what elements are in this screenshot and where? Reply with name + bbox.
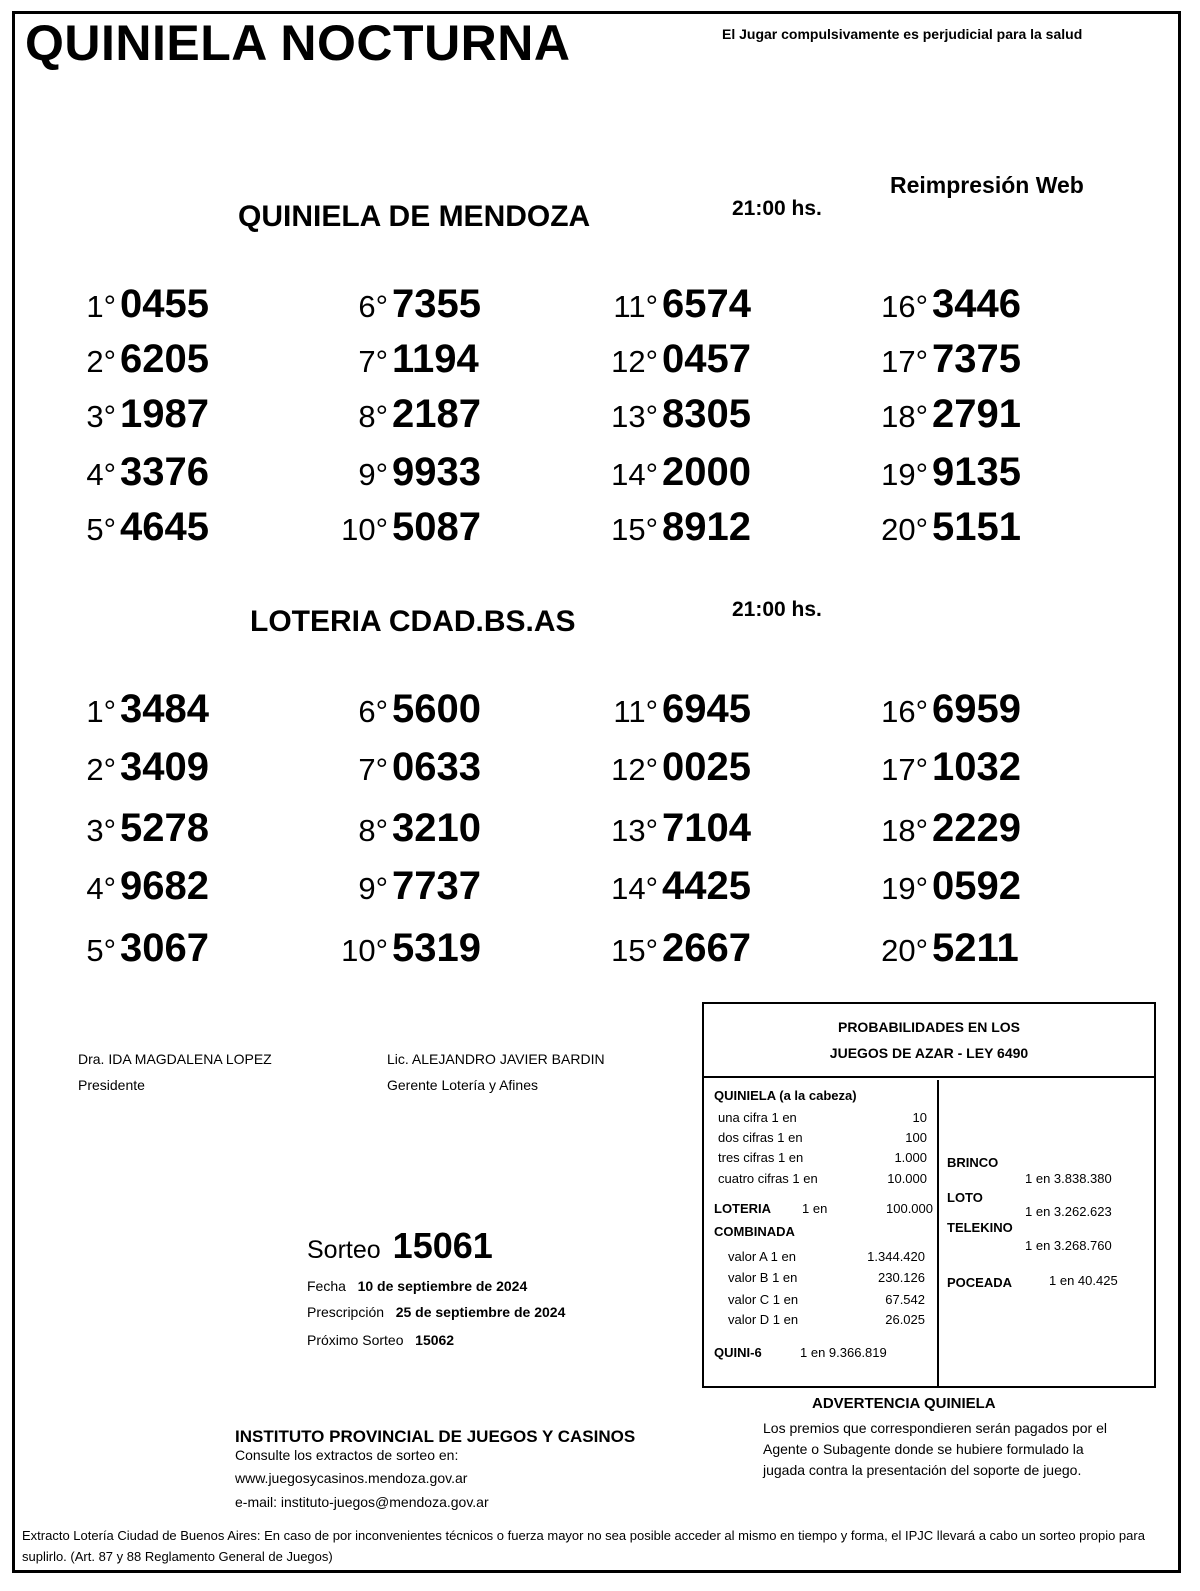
result-entry <box>870 928 1019 968</box>
result-position: 10° <box>341 512 388 547</box>
prob-row-label: valor A 1 en <box>728 1249 796 1264</box>
result-entry <box>330 507 481 547</box>
result-entry <box>330 866 481 906</box>
result-position: 14° <box>611 871 658 906</box>
result-number: 7355 <box>392 282 481 326</box>
result-position: 4° <box>86 871 116 906</box>
result-position: 18° <box>881 813 928 848</box>
result-entry <box>870 452 1021 492</box>
result-number: 3210 <box>392 806 481 850</box>
result-position: 8° <box>358 813 388 848</box>
proximo-label: Próximo Sorteo <box>307 1332 404 1348</box>
result-entry <box>70 507 209 547</box>
result-position: 5° <box>86 933 116 968</box>
result-entry <box>600 928 751 968</box>
result-entry <box>330 689 481 729</box>
result-number: 5278 <box>120 806 209 850</box>
result-number: 8912 <box>662 505 751 549</box>
page-title: QUINIELA NOCTURNA <box>25 15 571 71</box>
result-number: 5211 <box>932 926 1019 970</box>
result-entry <box>70 339 209 379</box>
result-entry <box>600 394 751 434</box>
result-number: 4645 <box>120 505 209 549</box>
result-position: 17° <box>881 752 928 787</box>
result-entry <box>600 452 751 492</box>
result-position: 15° <box>611 512 658 547</box>
prescripcion-value: 25 de septiembre de 2024 <box>395 1304 566 1320</box>
prob-row-label: valor B 1 en <box>728 1270 798 1285</box>
section-title-mendoza: QUINIELA DE MENDOZA <box>238 200 591 233</box>
result-entry <box>70 689 209 729</box>
institute-line: Consulte los extractos de sorteo en: <box>235 1447 459 1463</box>
signature-role: Gerente Lotería y Afines <box>387 1077 538 1093</box>
result-position: 5° <box>86 512 116 547</box>
signature-name: Lic. ALEJANDRO JAVIER BARDIN <box>387 1051 605 1067</box>
loteria-prob-label: LOTERIA <box>714 1201 772 1216</box>
result-number: 9682 <box>120 864 209 908</box>
result-entry <box>600 507 751 547</box>
result-position: 9° <box>358 457 388 492</box>
result-position: 20° <box>881 933 928 968</box>
result-position: 9° <box>358 871 388 906</box>
result-position: 18° <box>881 399 928 434</box>
brinco-prob-label: BRINCO <box>947 1155 999 1170</box>
loto-prob-label: LOTO <box>947 1190 983 1205</box>
result-entry <box>600 747 751 787</box>
prob-row-label: valor D 1 en <box>728 1312 799 1327</box>
result-position: 12° <box>611 344 658 379</box>
result-number: 6205 <box>120 337 209 381</box>
reprint-label: Reimpresión Web <box>890 172 1084 198</box>
result-position: 3° <box>86 399 116 434</box>
prob-row-value: 1.000 <box>894 1150 927 1165</box>
result-number: 5151 <box>932 505 1021 549</box>
result-number: 2229 <box>932 806 1021 850</box>
institute-name: INSTITUTO PROVINCIAL DE JUEGOS Y CASINOS <box>235 1427 636 1446</box>
result-entry <box>870 507 1021 547</box>
advertencia-text: Los premios que correspondieren serán pagados por el Agente o Subagente donde se hubiere formulado la jugada contra la presentación del soporte de juego. <box>763 1420 1107 1478</box>
result-position: 11° <box>613 289 658 324</box>
quini6-prob-label: QUINI-6 <box>714 1345 762 1360</box>
result-number: 9135 <box>932 450 1021 494</box>
result-number: 3067 <box>120 926 209 970</box>
result-number: 6959 <box>932 687 1021 731</box>
prob-row-value: 100 <box>905 1130 927 1145</box>
poceada-prob-value: 1 en 40.425 <box>1049 1273 1118 1288</box>
fecha-value: 10 de septiembre de 2024 <box>357 1278 528 1294</box>
institute-email[interactable]: e-mail: instituto-juegos@mendoza.gov.ar <box>235 1494 489 1510</box>
institute-website[interactable]: www.juegosycasinos.mendoza.gov.ar <box>235 1470 468 1486</box>
result-number: 3409 <box>120 745 209 789</box>
result-entry <box>330 394 481 434</box>
result-number: 5319 <box>392 926 481 970</box>
result-number: 0457 <box>662 337 751 381</box>
prob-row-label: cuatro cifras 1 en <box>718 1171 818 1186</box>
result-position: 7° <box>358 752 388 787</box>
prob-row-value: 10.000 <box>887 1171 927 1186</box>
result-number: 9933 <box>392 450 481 494</box>
prob-row-label: dos cifras 1 en <box>718 1130 803 1145</box>
result-number: 6574 <box>662 282 751 326</box>
result-number: 0455 <box>120 282 209 326</box>
signature-president <box>78 1046 272 1098</box>
prob-row-label: valor C 1 en <box>728 1292 799 1307</box>
result-entry <box>330 452 481 492</box>
sorteo-block <box>307 1225 493 1267</box>
result-number: 3376 <box>120 450 209 494</box>
result-position: 6° <box>358 289 388 324</box>
probabilities-header-line: PROBABILIDADES EN LOS <box>837 1019 1020 1035</box>
result-position: 4° <box>86 457 116 492</box>
result-number: 1032 <box>932 745 1021 789</box>
result-entry <box>600 284 751 324</box>
prob-row-value: 10 <box>912 1110 927 1125</box>
result-position: 16° <box>881 694 928 729</box>
result-entry <box>600 866 751 906</box>
result-entry <box>70 394 209 434</box>
result-position: 6° <box>358 694 388 729</box>
result-position: 15° <box>611 933 658 968</box>
sorteo-label: Sorteo <box>307 1236 381 1264</box>
result-entry <box>70 808 209 848</box>
probabilities-right-column <box>939 1080 1154 1386</box>
result-number: 0025 <box>662 745 751 789</box>
prescripcion-label: Prescripción <box>307 1304 385 1320</box>
section-time-mendoza: 21:00 hs. <box>732 197 822 220</box>
result-number: 2667 <box>662 926 751 970</box>
result-entry <box>70 866 209 906</box>
probabilities-header-line: JUEGOS DE AZAR - LEY 6490 <box>829 1045 1029 1061</box>
result-entry <box>870 808 1021 848</box>
telekino-prob-label: TELEKINO <box>947 1220 1013 1235</box>
proximo-value: 15062 <box>415 1332 455 1348</box>
result-entry <box>330 808 481 848</box>
fecha-label: Fecha <box>307 1278 346 1294</box>
result-entry <box>70 284 209 324</box>
result-entry <box>600 339 751 379</box>
quini6-prob-value: 1 en 9.366.819 <box>800 1345 887 1360</box>
result-number: 3484 <box>120 687 209 731</box>
brinco-prob-value: 1 en 3.838.380 <box>1025 1171 1112 1186</box>
fecha-line <box>307 1278 527 1294</box>
prob-row-label: tres cifras 1 en <box>718 1150 804 1165</box>
result-entry <box>70 452 209 492</box>
result-position: 2° <box>86 344 116 379</box>
result-entry <box>330 339 479 379</box>
result-entry <box>330 747 481 787</box>
signature-manager <box>387 1046 605 1098</box>
result-position: 8° <box>358 399 388 434</box>
result-number: 2791 <box>932 392 1021 436</box>
result-number: 0592 <box>932 864 1021 908</box>
section-title-loteria: LOTERIA CDAD.BS.AS <box>250 605 576 638</box>
result-number: 2187 <box>392 392 481 436</box>
signature-role: Presidente <box>78 1077 145 1093</box>
result-number: 7104 <box>662 806 751 850</box>
result-position: 11° <box>613 694 658 729</box>
result-position: 19° <box>881 457 928 492</box>
sorteo-number: 15061 <box>392 1225 493 1266</box>
probabilities-header <box>704 1004 1154 1078</box>
prob-row-label: una cifra 1 en <box>718 1110 797 1125</box>
result-number: 3446 <box>932 282 1021 326</box>
result-entry <box>600 689 751 729</box>
result-number: 7737 <box>392 864 481 908</box>
result-number: 1194 <box>392 337 479 381</box>
telekino-prob-value: 1 en 3.268.760 <box>1025 1238 1112 1253</box>
result-number: 5087 <box>392 505 481 549</box>
result-entry <box>870 866 1021 906</box>
result-number: 4425 <box>662 864 751 908</box>
result-position: 13° <box>611 813 658 848</box>
quiniela-prob-title: QUINIELA (a la cabeza) <box>714 1088 857 1103</box>
result-number: 7375 <box>932 337 1021 381</box>
result-number: 2000 <box>662 450 751 494</box>
result-number: 0633 <box>392 745 481 789</box>
prob-row-value: 26.025 <box>885 1312 925 1327</box>
signature-name: Dra. IDA MAGDALENA LOPEZ <box>78 1051 272 1067</box>
prob-row-value: 230.126 <box>878 1270 925 1285</box>
loteria-prob-prefix: 1 en <box>802 1201 828 1216</box>
result-position: 17° <box>881 344 928 379</box>
prob-row-value: 67.542 <box>885 1292 925 1307</box>
result-entry <box>870 747 1021 787</box>
result-entry <box>70 747 209 787</box>
poceada-prob-label: POCEADA <box>947 1275 1013 1290</box>
health-warning: El Jugar compulsivamente es perjudicial para la salud <box>722 26 1083 42</box>
result-position: 10° <box>341 933 388 968</box>
result-position: 2° <box>86 752 116 787</box>
result-position: 20° <box>881 512 928 547</box>
probabilities-left-column <box>704 1080 939 1386</box>
prob-row-value: 1.344.420 <box>867 1249 925 1264</box>
result-entry <box>870 394 1021 434</box>
result-entry <box>70 928 209 968</box>
result-position: 3° <box>86 813 116 848</box>
result-entry <box>330 284 481 324</box>
result-position: 13° <box>611 399 658 434</box>
advertencia-title: ADVERTENCIA QUINIELA <box>812 1395 996 1412</box>
result-number: 6945 <box>662 687 751 731</box>
result-number: 8305 <box>662 392 751 436</box>
result-position: 12° <box>611 752 658 787</box>
result-number: 5600 <box>392 687 481 731</box>
prescripcion-line <box>307 1304 565 1320</box>
result-entry <box>870 689 1021 729</box>
result-entry <box>600 808 751 848</box>
result-number: 1987 <box>120 392 209 436</box>
probabilities-box <box>702 1002 1156 1388</box>
section-time-loteria: 21:00 hs. <box>732 598 822 621</box>
result-entry <box>870 339 1021 379</box>
loteria-prob-value: 100.000 <box>886 1201 933 1216</box>
result-position: 19° <box>881 871 928 906</box>
result-position: 16° <box>881 289 928 324</box>
loto-prob-value: 1 en 3.262.623 <box>1025 1204 1112 1219</box>
combinada-prob-title: COMBINADA <box>714 1224 795 1239</box>
result-position: 14° <box>611 457 658 492</box>
result-position: 7° <box>358 344 388 379</box>
result-position: 1° <box>86 694 116 729</box>
result-position: 1° <box>86 289 116 324</box>
result-entry <box>870 284 1021 324</box>
result-entry <box>330 928 481 968</box>
proximo-line <box>307 1332 454 1348</box>
footer-note: Extracto Lotería Ciudad de Buenos Aires: En caso de por inconvenientes técnicos o fuerza mayor no sea posible acceder al mismo en tiempo y forma, el IPJC llevará a cabo un sorteo propio para suplirlo. (Art. 87 y 88 Reglamento General de Juegos) <box>22 1528 1145 1564</box>
